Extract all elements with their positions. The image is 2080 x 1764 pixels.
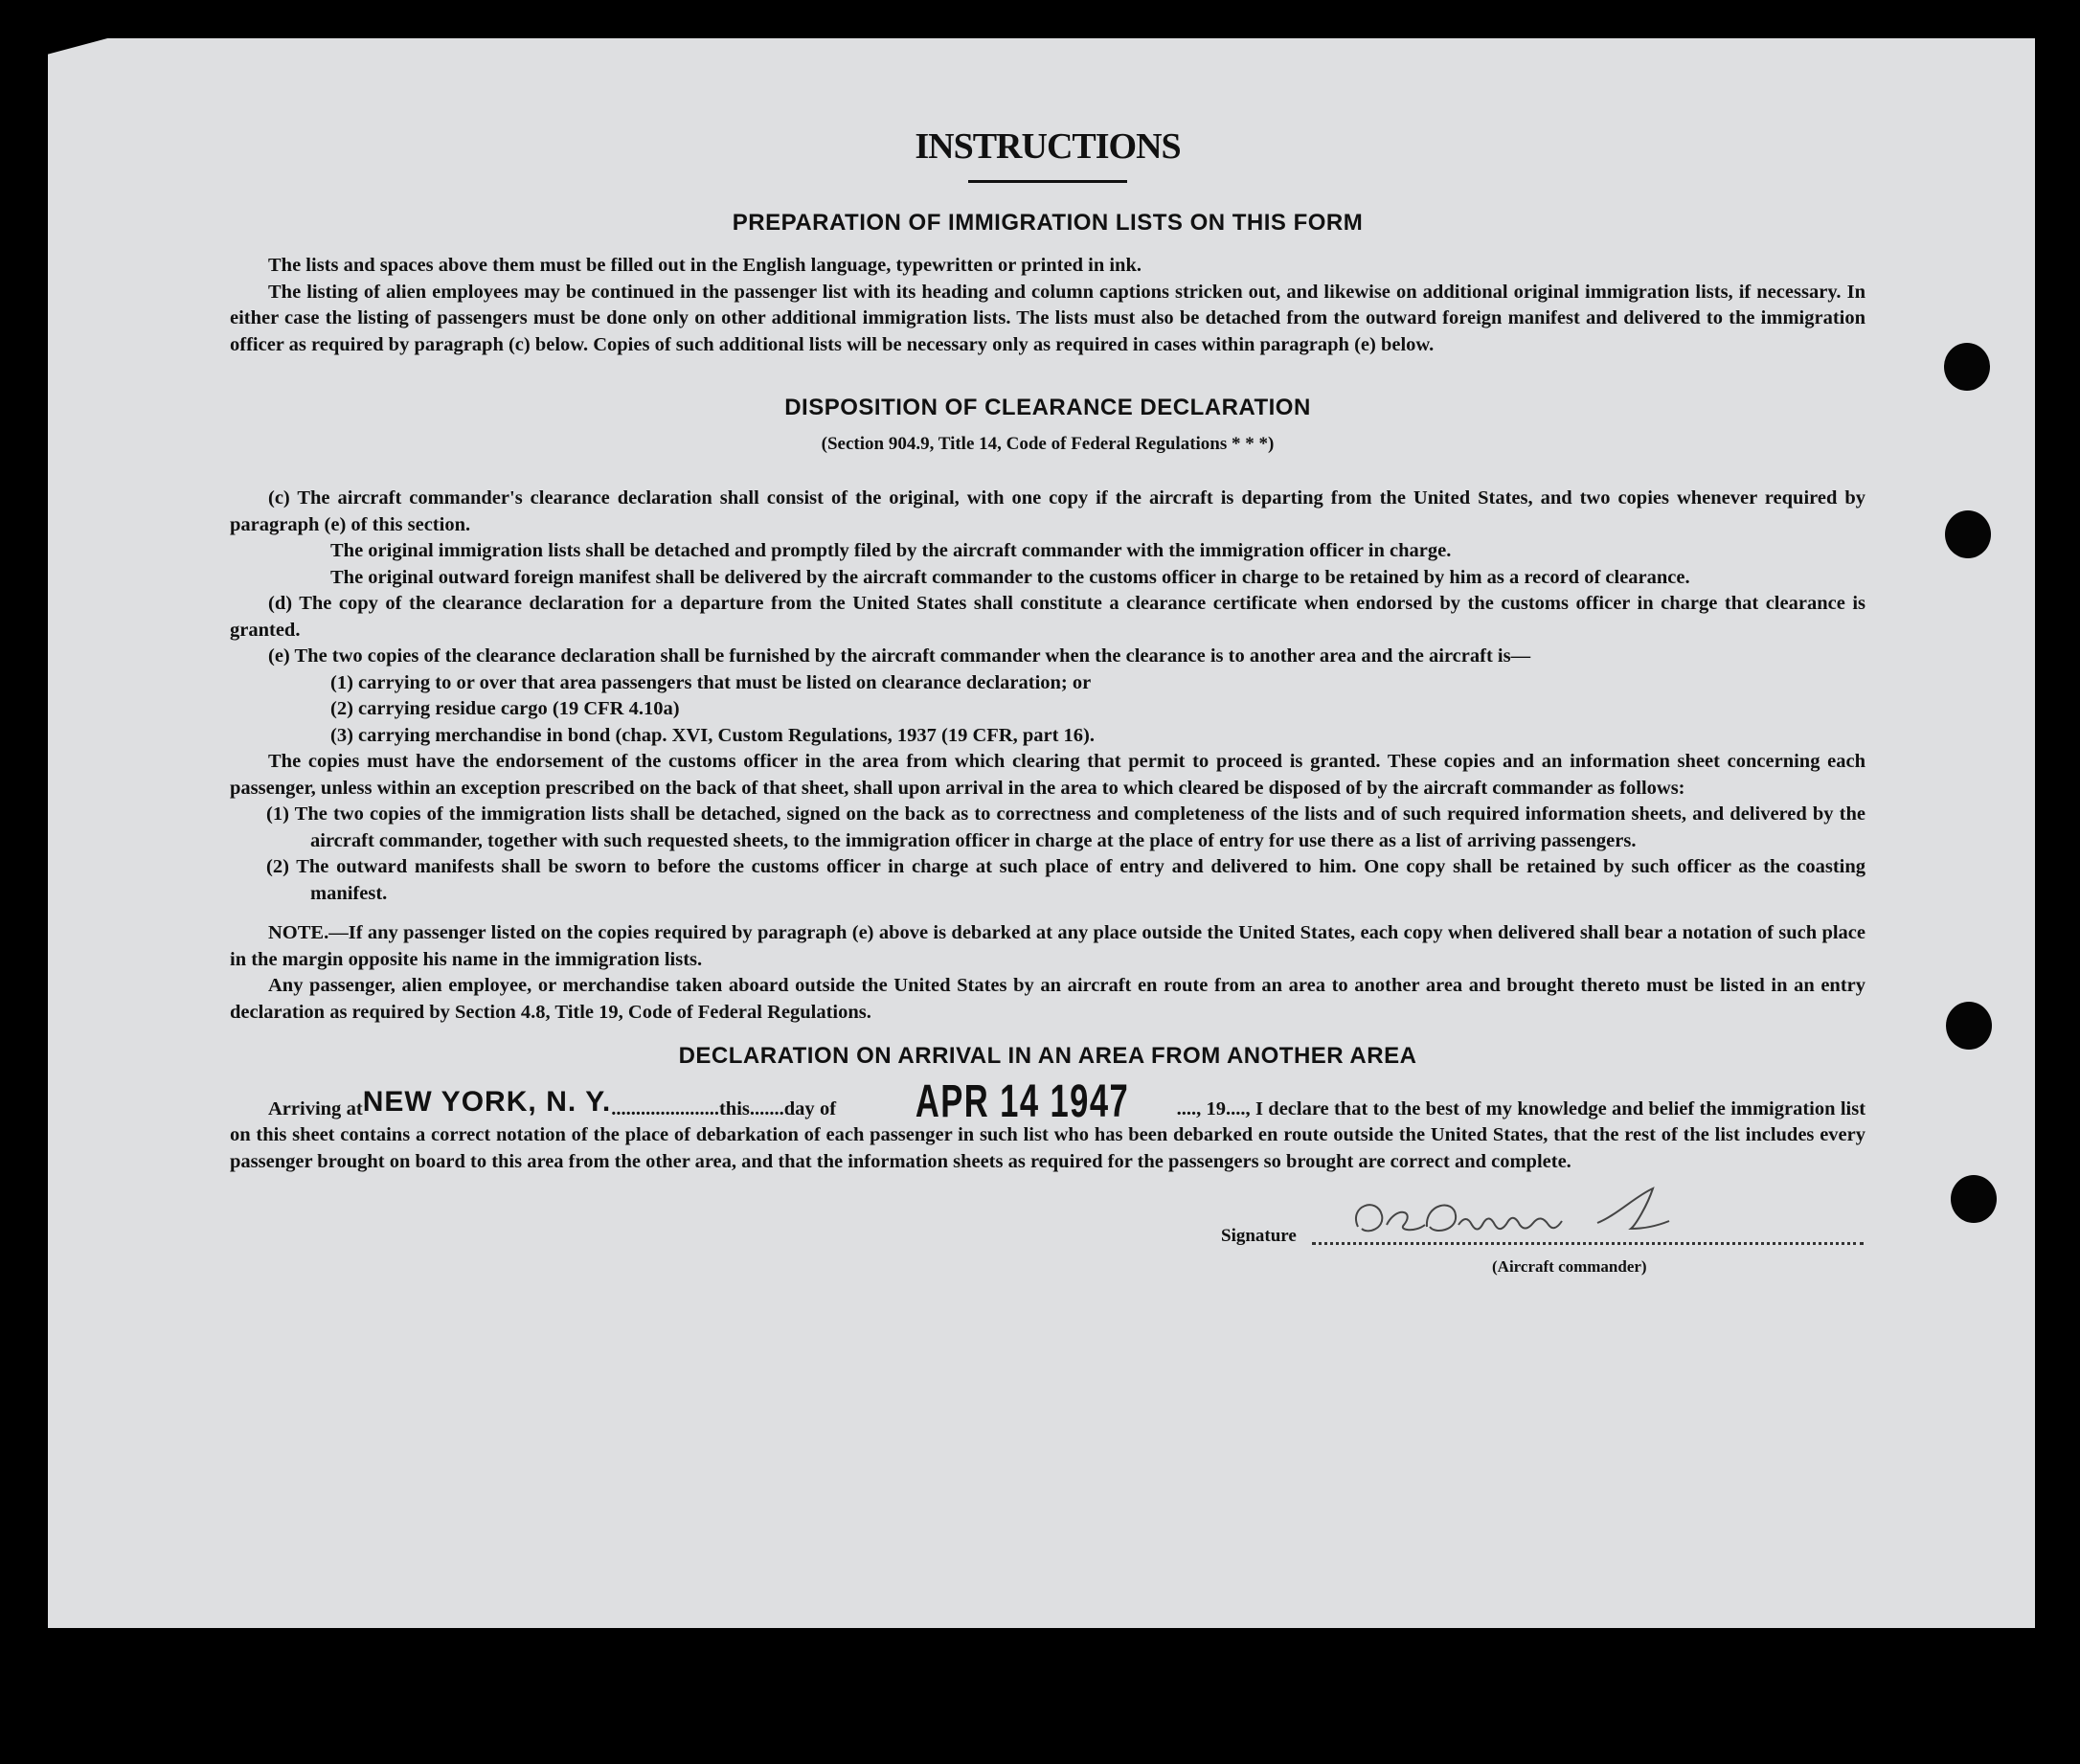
signature-label: Signature xyxy=(1221,1226,1297,1246)
title-rule xyxy=(968,180,1127,183)
arriving-at-label: Arriving at xyxy=(268,1097,363,1119)
declaration-text: , I declare that to the best of my knowledge and belief the immigration list on this sheet contains a correct notation of the place of debarkation of each passenger in such list who has been debarked en route outside the United States, that the rest of the list includes every passenger brought on board to this area from the other area, and that the information sheets as required for the passengers so brought are correct and complete. xyxy=(230,1097,1866,1172)
paragraph: The lists and spaces above them must be filled out in the English language, typewritten or printed in ink. xyxy=(268,255,1142,276)
section-heading-disposition: DISPOSITION OF CLEARANCE DECLARATION xyxy=(784,395,1311,420)
paragraph-c: (c) The aircraft commander's clearance declaration shall consist of the original, with one copy if the aircraft is departing from the United States, and two copies whenever required by paragraph (e) of this section. xyxy=(230,487,1865,535)
paragraph-note: NOTE.—If any passenger listed on the copies required by paragraph (e) above is debarked at any place outside the United States, each copy when delivered shall bear a notation of such place in the margin opposite his name in the immigration lists. xyxy=(230,922,1865,970)
section-heading-declaration: DECLARATION ON ARRIVAL IN AN AREA FROM ANOTHER AREA xyxy=(678,1043,1417,1069)
paragraph: The listing of alien employees may be continued in the passenger list with its heading and column captions stricken out, and likewise on additional original immigration lists, if necessary. In either case the listing of passengers must be done only on other additional immigration lists. The lists must also be detached from the outward foreign manifest and delivered to the immigration officer as required by paragraph (c) below. Copies of such additional lists will be necessary only as required in cases within paragraph (e) below. xyxy=(230,281,1865,355)
signature-block xyxy=(230,1202,1865,1288)
paragraph-d: (d) The copy of the clearance declaration for a departure from the United States shall constitute a clearance certificate when endorsed by the customs officer in charge that clearance is granted. xyxy=(230,593,1865,641)
year-prefix: , 19 xyxy=(1196,1097,1227,1119)
punch-hole xyxy=(1946,1002,1992,1050)
paragraph-f1: (1) The two copies of the immigration lists shall be detached, signed on the back as to correctness and completeness of the lists and of such required information sheets, and delivered by the aircraft commander, together with such requested sheets, to the immigration officer in charge at the place of entry for use there as a list of arriving passengers. xyxy=(266,803,1865,851)
paragraph-e1: (1) carrying to or over that area passengers that must be listed on clearance declaration; or xyxy=(330,671,1092,693)
day-of-label: day of xyxy=(783,1097,837,1119)
arrival-declaration: Arriving atNEW YORK, N. Y.......................this.......day of APR 14 1947 ...., 19...., I declare that to the best of my knowledge and belief the immigration list on this sheet contains a correct notation of the place of debarkation of each passenger in such list who has been debarked en route outside the United States, that the rest of the list includes every passenger brought on board to this area from the other area, and that the information sheets as required for the passengers so brought are correct and complete. xyxy=(230,1075,1866,1172)
punch-hole xyxy=(1945,510,1991,558)
paragraph-c1: The original immigration lists shall be detached and promptly filed by the aircraft commander with the immigration officer in charge. xyxy=(330,540,1452,561)
paragraph-f2: (2) The outward manifests shall be sworn to before the customs officer in charge at such place of entry and delivered to him. One copy shall be retained by such officer as the coasting manifest. xyxy=(266,856,1865,904)
section-subheading: (Section 904.9, Title 14, Code of Federal Regulations * * *) xyxy=(821,433,1275,454)
arrival-place-stamp: NEW YORK, N. Y. xyxy=(362,1085,612,1118)
paragraph-e3: (3) carrying merchandise in bond (chap. XVI, Custom Regulations, 1937 (19 CFR, part 16). xyxy=(330,724,1095,746)
paragraph-c2: The original outward foreign manifest shall be delivered by the aircraft commander to the customs officer in charge to be retained by him as a record of clearance. xyxy=(330,566,1690,588)
paragraph-any: Any passenger, alien employee, or merchandise taken aboard outside the United States by an aircraft en route from an area to another area and brought thereto must be listed in an entry declaration as required by Section 4.8, Title 19, Code of Federal Regulations. xyxy=(230,975,1865,1023)
signature-caption: (Aircraft commander) xyxy=(1492,1257,1647,1276)
this-label: this xyxy=(718,1097,750,1119)
paragraph-e2: (2) carrying residue cargo (19 CFR 4.10a) xyxy=(330,698,680,719)
punch-hole xyxy=(1951,1175,1997,1223)
paragraph-copies: The copies must have the endorsement of the customs officer in the area from which clearing that permit to proceed is granted. These copies and an information sheet concerning each passenger, unless within an exception prescribed on the back of that sheet, shall upon arrival in the area to which cleared be disposed of by the aircraft commander as follows: xyxy=(230,751,1865,799)
paragraph-e: (e) The two copies of the clearance declaration shall be furnished by the aircraft commander when the clearance is to another area and the aircraft is— xyxy=(268,645,1531,667)
handwritten-signature xyxy=(1348,1187,1674,1244)
punch-hole xyxy=(1944,343,1990,391)
document-body xyxy=(230,124,1865,1288)
section-heading-preparation: PREPARATION OF IMMIGRATION LISTS ON THIS FORM xyxy=(732,209,1364,236)
page-title: INSTRUCTIONS xyxy=(915,126,1181,167)
arrival-date-stamp: APR 14 1947 xyxy=(916,1075,1130,1127)
